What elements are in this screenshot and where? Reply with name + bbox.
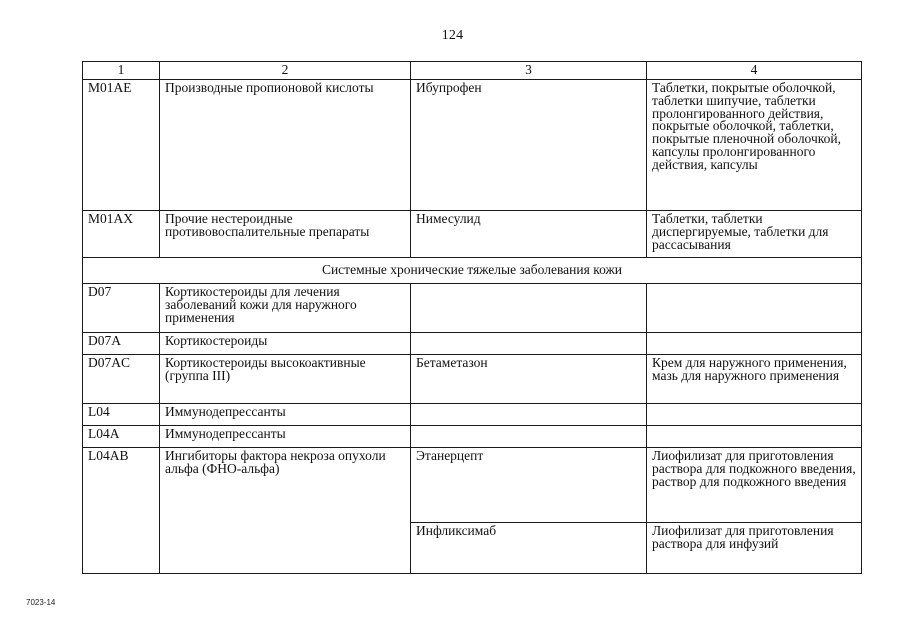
table-row [83, 355, 862, 404]
dosage-form-cell [647, 426, 862, 448]
group-cell: Производные пропионовой кислоты [160, 80, 411, 211]
atc-code-cell: D07 [83, 284, 160, 333]
drug-cell: Нимесулид [411, 211, 647, 258]
drug-cell [411, 333, 647, 355]
table-row [83, 404, 862, 426]
atc-code-cell: L04A [83, 426, 160, 448]
dosage-form-cell [647, 404, 862, 426]
drug-cell: Инфликсимаб [411, 523, 647, 574]
medication-table [82, 61, 862, 574]
drug-cell [411, 404, 647, 426]
document-code: 7023-14 [26, 598, 56, 607]
dosage-form-cell [647, 333, 862, 355]
table-row [83, 284, 862, 333]
atc-code-cell: D07AC [83, 355, 160, 404]
table-row [83, 211, 862, 258]
dosage-form-cell: Таблетки, таблетки диспергируемые, таблетки для рассасывания [647, 211, 862, 258]
dosage-form-cell [647, 284, 862, 333]
drug-cell: Этанерцепт [411, 448, 647, 523]
dosage-form-cell: Таблетки, покрытые оболочкой, таблетки шипучие, таблетки пролонгированного действия, покрытые оболочкой, таблетки, покрытые пленочной оболочкой, капсулы пролонгированного действия, капсулы [647, 80, 862, 211]
atc-code-cell: L04AB [83, 448, 160, 574]
atc-code-cell: D07A [83, 333, 160, 355]
group-cell: Иммунодепрессанты [160, 426, 411, 448]
group-cell: Прочие нестероидные противовоспалительные препараты [160, 211, 411, 258]
table-row [83, 426, 862, 448]
table-header-row [83, 62, 862, 80]
drug-cell: Ибупрофен [411, 80, 647, 211]
dosage-form-cell: Лиофилизат для приготовления раствора для инфузий [647, 523, 862, 574]
section-row [83, 258, 862, 284]
group-cell: Ингибиторы фактора некроза опухоли альфа (ФНО-альфа) [160, 448, 411, 574]
column-header-4: 4 [647, 62, 862, 80]
atc-code-cell: M01AE [83, 80, 160, 211]
atc-code-cell: M01AX [83, 211, 160, 258]
group-cell: Кортикостероиды высокоактивные (группа III) [160, 355, 411, 404]
drug-cell [411, 284, 647, 333]
group-cell: Иммунодепрессанты [160, 404, 411, 426]
dosage-form-cell: Крем для наружного применения, мазь для наружного применения [647, 355, 862, 404]
page-number: 124 [441, 28, 464, 43]
group-cell: Кортикостероиды [160, 333, 411, 355]
column-header-2: 2 [160, 62, 411, 80]
drug-cell: Бетаметазон [411, 355, 647, 404]
section-title: Системные хронические тяжелые заболевания кожи [83, 258, 862, 284]
table-row [83, 333, 862, 355]
table-row [83, 80, 862, 211]
table-row [83, 448, 862, 523]
column-header-1: 1 [83, 62, 160, 80]
atc-code-cell: L04 [83, 404, 160, 426]
drug-cell [411, 426, 647, 448]
dosage-form-cell: Лиофилизат для приготовления раствора для подкожного введения, раствор для подкожного введения [647, 448, 862, 523]
group-cell: Кортикостероиды для лечения заболеваний кожи для наружного применения [160, 284, 411, 333]
column-header-3: 3 [411, 62, 647, 80]
